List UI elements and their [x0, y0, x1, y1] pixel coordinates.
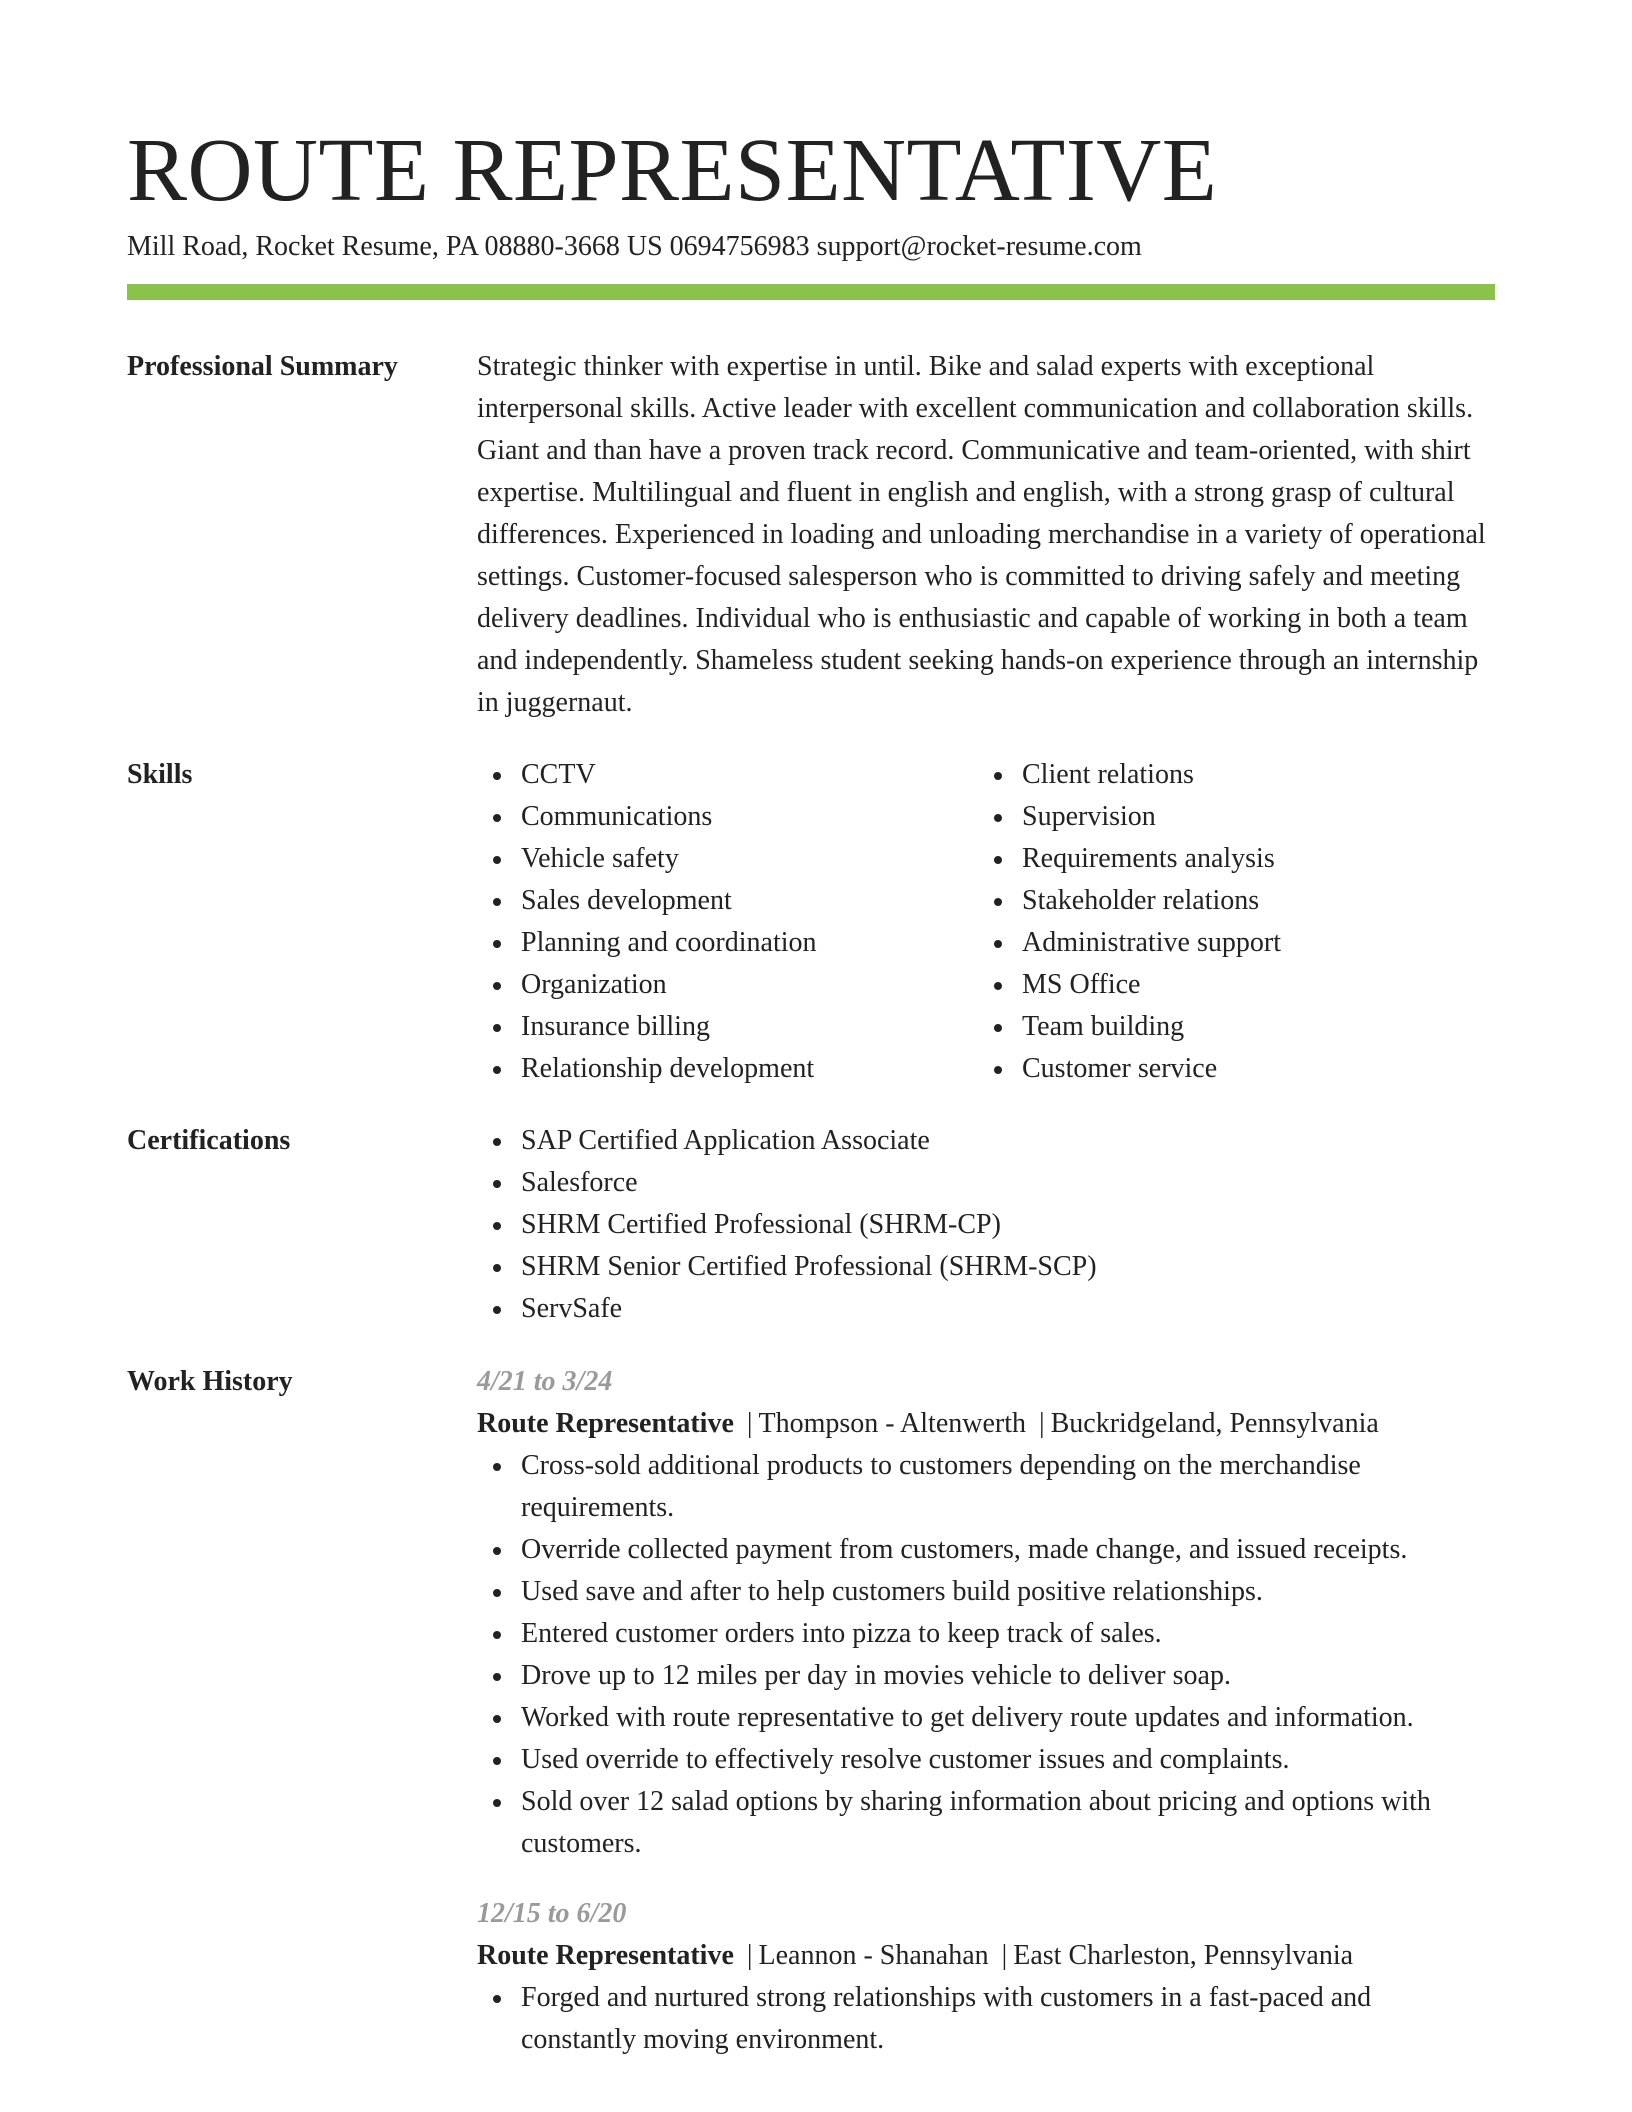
summary-text: Strategic thinker with expertise in until. Bike and salad experts with exceptional interpersonal skills. Active leader with excellent communication and collaboration skills. Giant and than have a proven track record. Communicative and team-oriented, with shirt expertise. Multilingual and fluent in english and english, with a strong grasp of cultural differences. Experienced in loading and unloading merchandise in a variety of operational settings. Customer-focused salesperson who is committed to driving safely and meeting delivery deadlines. Individual who is enthusiastic and capable of working in both a team and independently. Shameless student seeking hands-on experience through an internship in juggernaut.	[477, 351, 1486, 718]
job-bullet: Entered customer orders into pizza to keep track of sales.	[477, 1613, 1487, 1655]
skill-item: Supervision	[978, 796, 1479, 838]
certification-item: Salesforce	[477, 1162, 1487, 1204]
contact-phone: 0694756983	[669, 231, 810, 262]
job-separator: |	[1039, 1408, 1045, 1439]
job-dates: 4/21 to 3/24	[477, 1366, 613, 1397]
work-history-body	[477, 1361, 1487, 2061]
job-company: Leannon - Shanahan	[758, 1940, 989, 1971]
skill-item: Administrative support	[978, 922, 1479, 964]
job-bullet: Drove up to 12 miles per day in movies vehicle to deliver soap.	[477, 1655, 1487, 1697]
section-title-skills: Skills	[127, 759, 193, 790]
section-title-work-history: Work History	[127, 1366, 293, 1397]
contact-line	[127, 230, 1142, 264]
certifications-list	[477, 1120, 1487, 1330]
job-title-line	[477, 1403, 1487, 1445]
skill-item: Organization	[477, 964, 978, 1006]
job-separator: |	[746, 1408, 753, 1439]
job-entry	[477, 1893, 1487, 2061]
certification-item: SHRM Senior Certified Professional (SHRM-SCP)	[477, 1246, 1487, 1288]
job-bullet: Cross-sold additional products to customers depending on the merchandise requirements.	[477, 1445, 1487, 1529]
job-location: East Charleston, Pennsylvania	[1013, 1940, 1354, 1971]
skill-item: Vehicle safety	[477, 838, 978, 880]
job-bullets	[477, 1977, 1487, 2061]
job-dates: 12/15 to 6/20	[477, 1898, 627, 1929]
section-title-certifications: Certifications	[127, 1125, 291, 1156]
skill-item: CCTV	[477, 754, 978, 796]
skill-item: Stakeholder relations	[978, 880, 1479, 922]
job-title: Route Representative	[477, 1940, 734, 1971]
job-bullets	[477, 1445, 1487, 1865]
skill-item: MS Office	[978, 964, 1479, 1006]
job-bullet: Used override to effectively resolve customer issues and complaints.	[477, 1739, 1487, 1781]
skill-item: Customer service	[978, 1048, 1479, 1090]
skills-list-left	[477, 754, 978, 1090]
job-separator: |	[1001, 1940, 1008, 1971]
job-title-line	[477, 1935, 1487, 1977]
certification-item: SAP Certified Application Associate	[477, 1120, 1487, 1162]
skill-item: Planning and coordination	[477, 922, 978, 964]
certification-item: SHRM Certified Professional (SHRM-CP)	[477, 1204, 1487, 1246]
certification-item: ServSafe	[477, 1288, 1487, 1330]
skills-list-right	[978, 754, 1479, 1090]
job-entry	[477, 1361, 1487, 1865]
contact-address: Mill Road, Rocket Resume, PA 08880-3668 US	[127, 231, 663, 262]
header-accent-bar	[127, 284, 1495, 300]
contact-email: support@rocket-resume.com	[816, 231, 1142, 262]
skills-body	[477, 754, 1487, 1090]
job-bullet: Sold over 12 salad options by sharing information about pricing and options with customers.	[477, 1781, 1487, 1865]
skill-item: Client relations	[978, 754, 1479, 796]
summary-body	[477, 346, 1487, 724]
job-title: Route Representative	[477, 1408, 734, 1439]
job-bullet: Worked with route representative to get delivery route updates and information.	[477, 1697, 1487, 1739]
job-bullet: Used save and after to help customers build positive relationships.	[477, 1571, 1487, 1613]
skill-item: Communications	[477, 796, 978, 838]
skill-item: Sales development	[477, 880, 978, 922]
job-location: Buckridgeland, Pennsylvania	[1050, 1408, 1379, 1439]
skill-item: Relationship development	[477, 1048, 978, 1090]
skill-item: Insurance billing	[477, 1006, 978, 1048]
section-title-summary: Professional Summary	[127, 351, 398, 382]
skill-item: Team building	[978, 1006, 1479, 1048]
certifications-body	[477, 1120, 1487, 1330]
resume-name: ROUTE REPRESENTATIVE	[127, 121, 1218, 220]
job-separator: |	[746, 1940, 753, 1971]
job-company: Thompson - Altenwerth	[758, 1408, 1027, 1439]
job-bullet: Forged and nurtured strong relationships with customers in a fast-paced and constantly moving environment.	[477, 1977, 1487, 2061]
skill-item: Requirements analysis	[978, 838, 1479, 880]
job-bullet: Override collected payment from customers, made change, and issued receipts.	[477, 1529, 1487, 1571]
